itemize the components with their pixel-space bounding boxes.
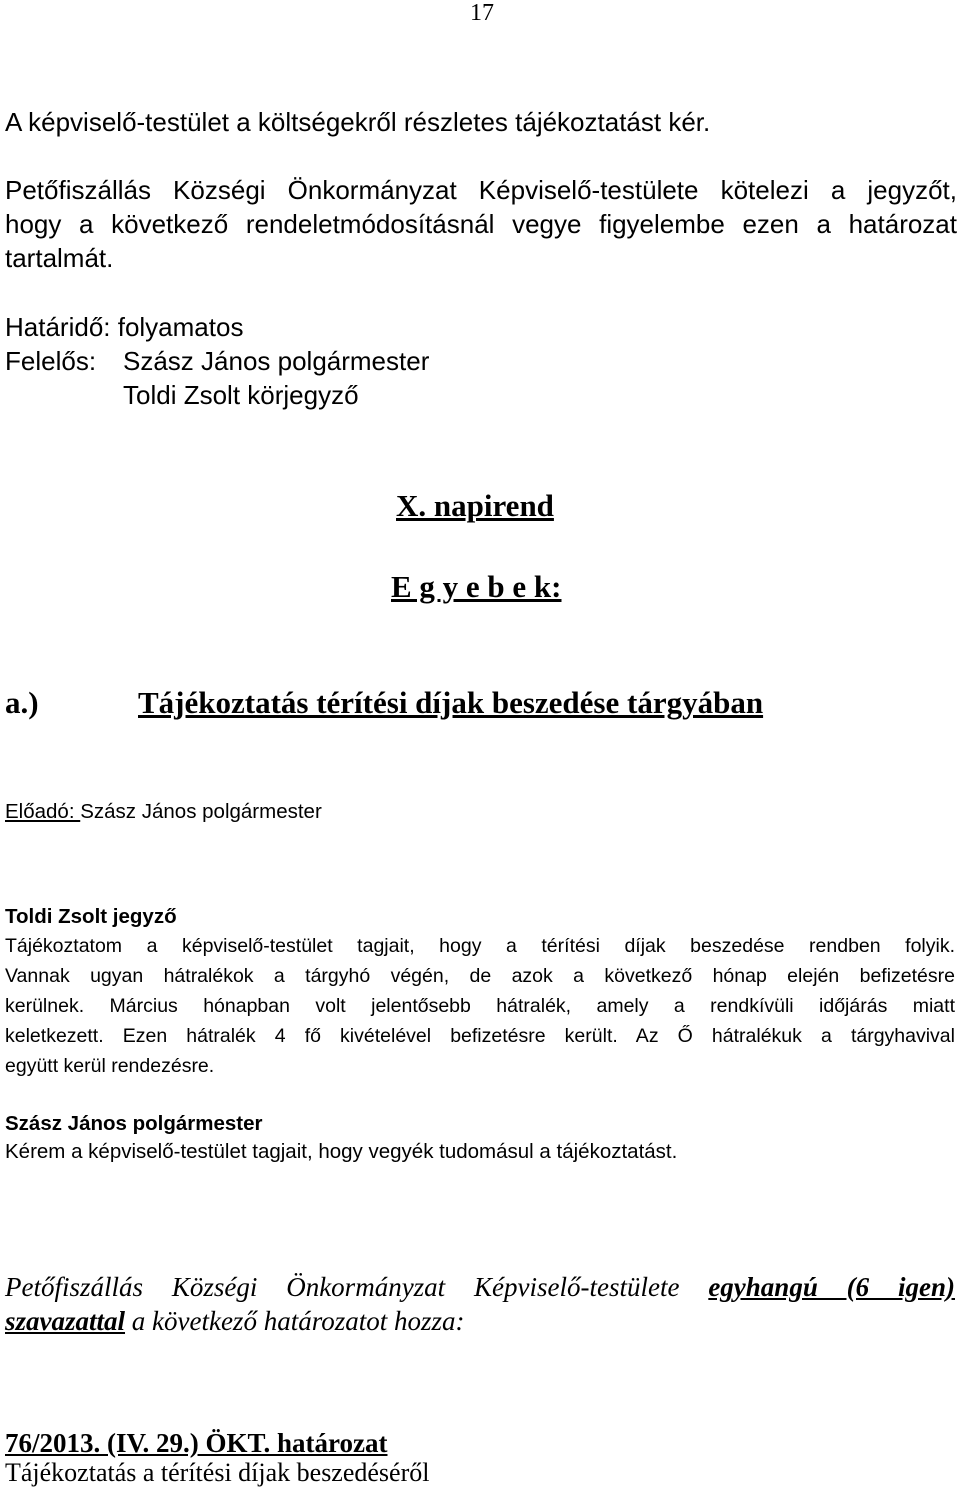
- resolution-number: 76/2013. (IV. 29.) ÖKT. határozat: [5, 1428, 388, 1458]
- vote-result: szavazattal: [5, 1306, 126, 1336]
- resolution-paragraph-line-2: hogy a következő rendeletmódosításnál vegye figyelembe ezen a határozat: [5, 209, 957, 239]
- speaker-name: Szász János polgármester: [5, 1112, 263, 1135]
- responsible-person-2: Toldi Zsolt körjegyző: [123, 380, 359, 410]
- vote-result: egyhangú (6 igen): [708, 1272, 955, 1302]
- speech-line: Vannak ugyan hátralékok a tárgyhó végén, de azok a következő hónap elején befizetésre: [5, 965, 955, 987]
- item-marker: a.): [5, 685, 39, 720]
- speech-line: keletkezett. Ezen hátralék 4 fő kivételével befizetésre került. Az Ő hátralékuk a tárgyhavival: [5, 1025, 955, 1047]
- presenter-name: Szász János polgármester: [80, 800, 322, 823]
- resolution-paragraph-line-1: Petőfiszállás Községi Önkormányzat Képviselő-testülete kötelezi a jegyzőt,: [5, 175, 957, 205]
- vote-text: a következő határozatot hozza:: [125, 1306, 465, 1336]
- vote-line-2: [5, 1304, 464, 1338]
- page-number: 17: [470, 0, 494, 26]
- item-title: Tájékoztatás térítési díjak beszedése tárgyában: [138, 685, 764, 720]
- speech-line: Kérem a képviselő-testület tagjait, hogy vegyék tudomásul a tájékoztatást.: [5, 1140, 678, 1163]
- speaker-name: Toldi Zsolt jegyző: [5, 905, 177, 928]
- responsible-person-1: Szász János polgármester: [123, 346, 430, 376]
- presenter: [5, 798, 322, 826]
- presenter-label: Előadó:: [5, 800, 81, 823]
- resolution-paragraph-line-3: tartalmát.: [5, 243, 114, 273]
- vote-line-1: [5, 1270, 955, 1304]
- agenda-subtitle: E g y e b e k:: [391, 569, 562, 604]
- responsible-label: Felelős:: [5, 346, 97, 376]
- speech-line: Tájékoztatom a képviselő-testület tagjait, hogy a térítési díjak beszedése rendben folyik.: [5, 935, 955, 957]
- agenda-title: X. napirend: [396, 488, 554, 523]
- speech-line: kerülnek. Március hónapban volt jelentősebb hátralék, amely a rendkívüli időjárás miatt: [5, 995, 955, 1017]
- intro-line: A képviselő-testület a költségekről részletes tájékoztatást kér.: [5, 107, 711, 137]
- deadline: Határidő: folyamatos: [5, 312, 244, 342]
- resolution-subject: Tájékoztatás a térítési díjak beszedéséről: [5, 1458, 430, 1487]
- speech-line: együtt kerül rendezésre.: [5, 1055, 215, 1077]
- vote-text: Petőfiszállás Községi Önkormányzat Képviselő-testülete: [5, 1272, 709, 1302]
